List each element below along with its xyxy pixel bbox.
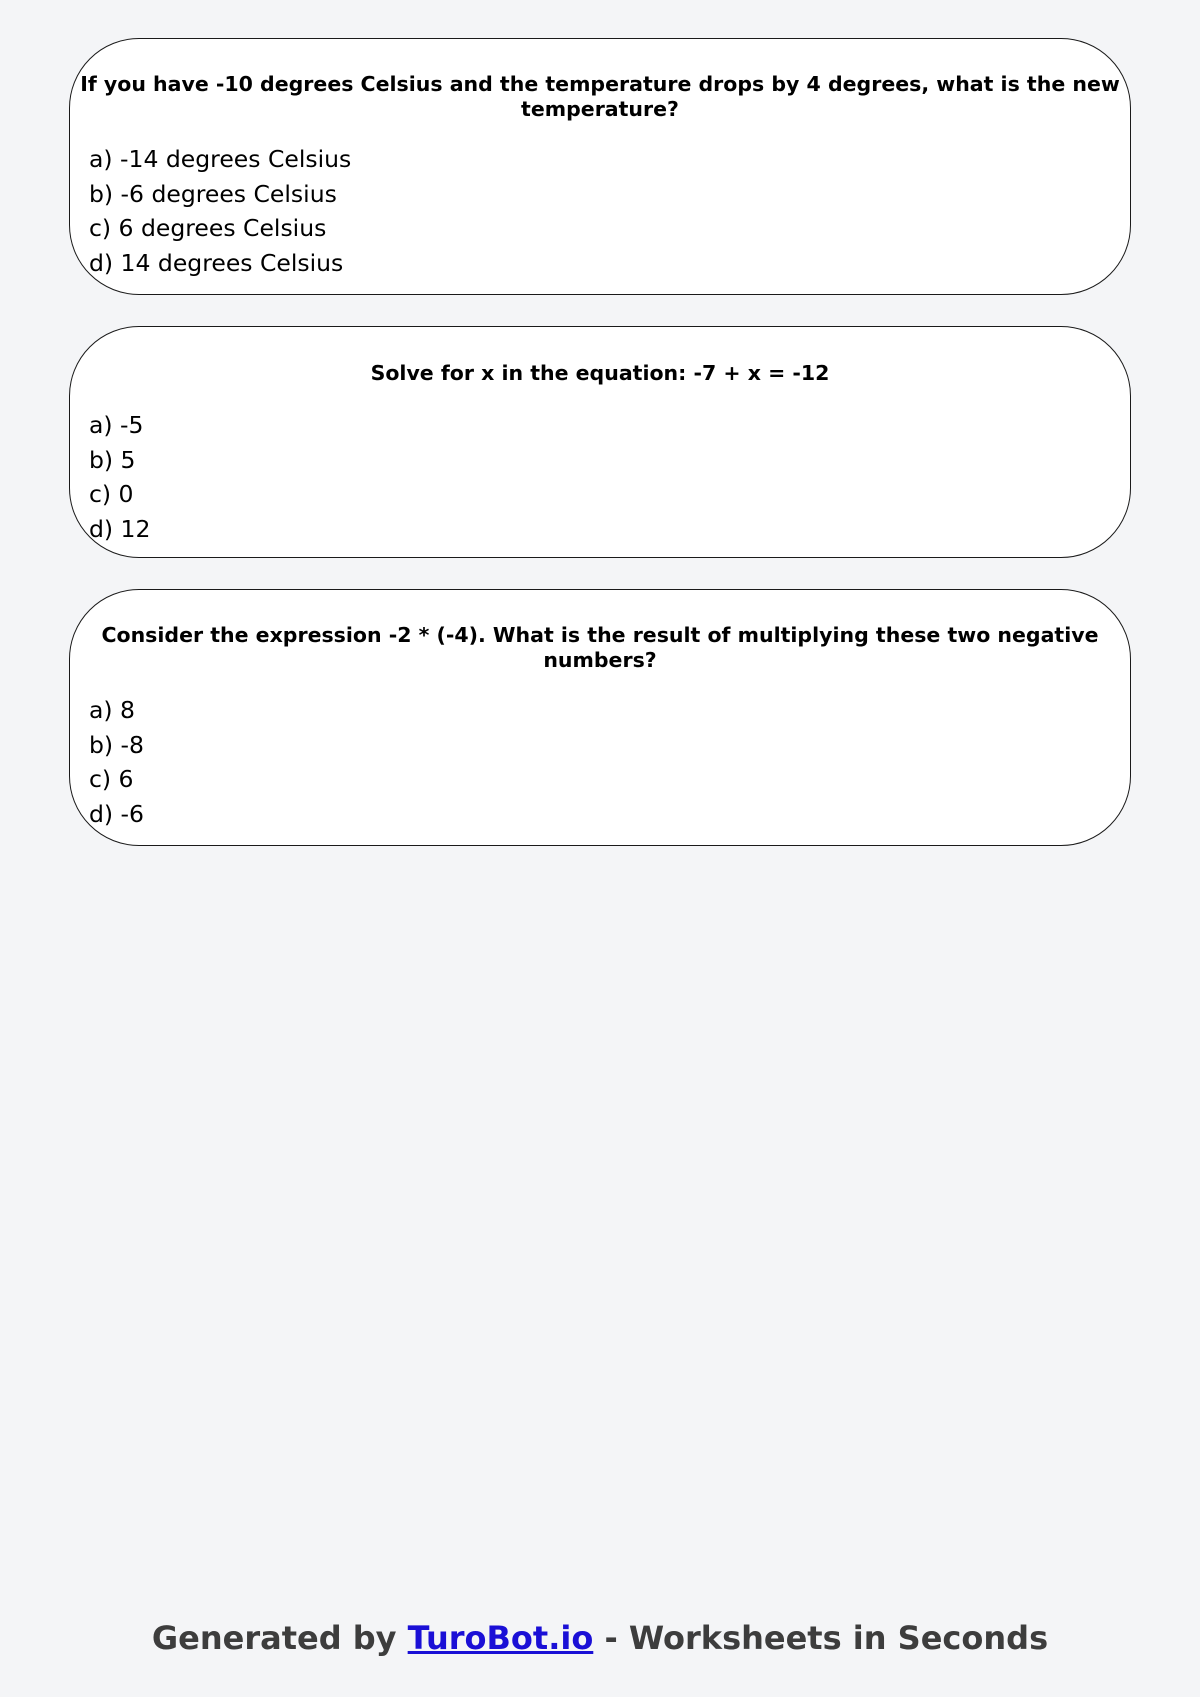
answer-options [70,408,1130,546]
answer-option-c: c) 6 degrees Celsius [89,214,327,242]
answer-option-d: d) 14 degrees Celsius [89,248,344,277]
turobot-link[interactable]: TuroBot.io [407,1619,594,1657]
question-card-1 [69,38,1131,295]
footer-credit [0,1618,1200,1658]
question-card-3 [69,589,1131,846]
answer-option-a: a) -5 [89,411,144,439]
footer-suffix: - Worksheets in Seconds [593,1619,1049,1657]
answer-option-b: b) -6 degrees Celsius [89,179,337,208]
answer-option-b: b) 5 [89,445,136,474]
answer-option-a: a) 8 [89,696,135,724]
answer-option-a: a) -14 degrees Celsius [89,145,352,173]
question-card-2 [69,326,1131,558]
answer-option-d: d) 12 [89,514,151,543]
answer-option-b: b) -8 [89,730,144,759]
answer-option-c: c) 6 [89,765,134,793]
question-text: If you have -10 degrees Celsius and the temperature drops by 4 degrees, what is the new temperature? [80,72,1120,121]
answer-option-c: c) 0 [89,480,134,508]
footer-prefix: Generated by [151,1619,408,1657]
question-text: Solve for x in the equation: -7 + x = -12 [370,361,830,385]
answer-options [70,693,1130,831]
question-text: Consider the expression -2 * (-4). What is the result of multiplying these two negative numbers? [101,623,1099,672]
answer-option-d: d) -6 [89,799,144,828]
answer-options [70,142,1130,280]
